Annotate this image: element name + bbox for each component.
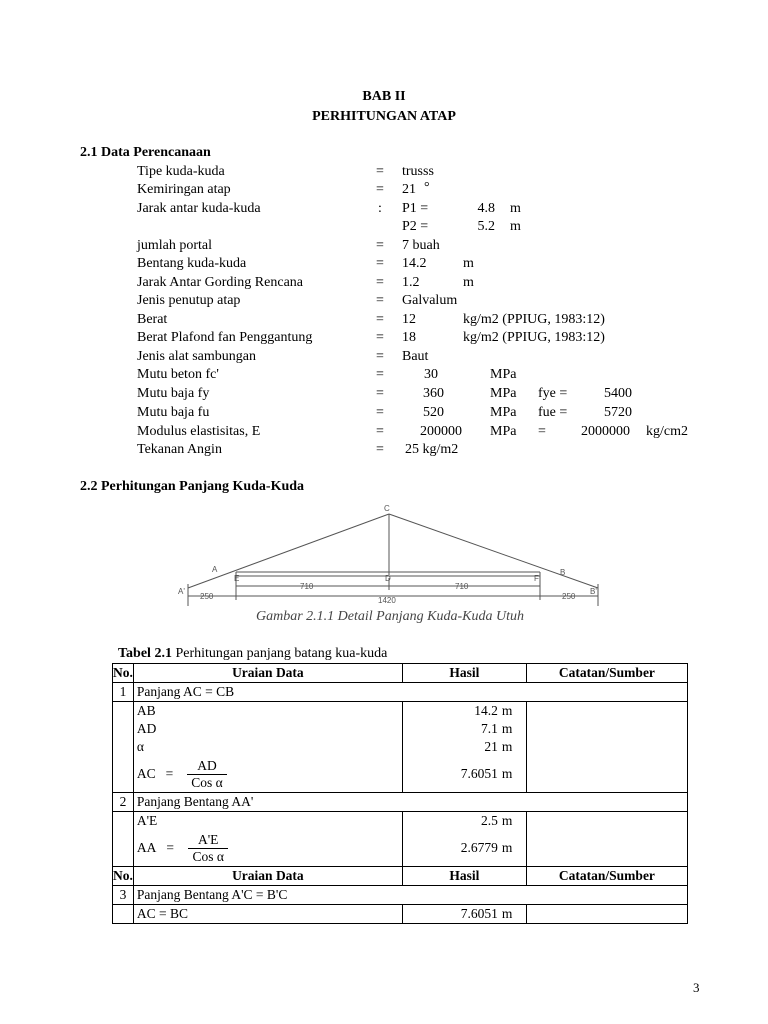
point-label-f: F [534,574,539,583]
figure-caption: Gambar 2.1.1 Detail Panjang Kuda-Kuda Utuh [256,609,524,624]
dim-label: 710 [300,582,314,591]
item-value: 7.6051 [460,906,498,921]
group-title: Panjang AC = CB [133,683,687,702]
col-header-hasil: Hasil [402,664,526,683]
table-title [118,646,387,662]
group-title: Panjang Bentang A'C = B'C [133,886,687,905]
page-number: 3 [693,980,700,995]
point-label-d: D [385,574,391,583]
param-value: Baut [402,349,429,364]
item-label: AC = BC [133,905,402,924]
item-label: AD [136,721,157,736]
param-value: 200000 [420,424,462,439]
degree-unit: ° [424,180,430,195]
param-value: 7 buah [402,238,440,253]
param-eq: = [376,182,384,197]
table-row [113,812,688,867]
param-unit: MPa [490,424,517,439]
param-unit: kg/m2 (PPIUG, 1983:12) [463,330,605,345]
param-eq: = [376,275,384,290]
item-value: 7.1 [481,721,498,736]
param-value: 360 [423,386,444,401]
param-unit: m [510,201,521,216]
uraian-cell [133,812,402,867]
panjang-batang-table [112,663,688,924]
param-unit: m [463,256,474,271]
group-no: 2 [113,793,134,812]
formula-numerator: A'E [188,832,228,849]
param-label: Jenis penutup atap [137,293,241,308]
formula-denominator: Cos α [191,774,223,790]
param-label: Mutu baja fy [137,386,210,401]
param-extra-value: 2000000 [581,424,630,439]
item-unit: m [501,813,513,828]
item-value: 21 [484,739,498,754]
param-value: P1 = [402,201,429,216]
formula-value: 2.6779 [460,840,498,855]
dim-label: 250 [562,592,576,601]
formula-aa [137,830,399,866]
chapter-title: PERHITUNGAN ATAP [312,109,456,124]
point-label-e: E [234,574,240,583]
param-value: P2 = [402,219,429,234]
formula-unit: m [501,840,513,855]
item-unit: m [501,739,513,754]
param-value: 18 [402,330,416,345]
formula-eq: = [165,766,174,781]
col-header-catatan: Catatan/Sumber [526,664,687,683]
item-value: 14.2 [474,703,498,718]
table-group-row [113,683,688,702]
col-header-uraian: Uraian Data [133,867,402,886]
param-eq: = [376,367,384,382]
group-title: Panjang Bentang AA' [133,793,687,812]
param-value: 1.2 [402,275,420,290]
truss-diagram [170,500,610,610]
param-eq: : [378,201,382,216]
item-unit: m [501,703,513,718]
table-row [113,905,688,924]
param-label: Berat [137,312,168,327]
param-eq: = [376,256,384,271]
table-group-row [113,793,688,812]
param-value: 12 [402,312,416,327]
param-eq: = [376,405,384,420]
param-value: 14.2 [402,256,427,271]
formula-fraction [187,758,227,791]
param-label: Jarak Antar Gording Rencana [137,275,303,290]
param-extra-label: = [538,424,546,439]
param-value: 30 [424,367,438,382]
section-heading-panjang-kuda-kuda: 2.2 Perhitungan Panjang Kuda-Kuda [80,479,305,494]
param-value: 21 [402,182,416,197]
hasil-cell [402,905,526,924]
param-unit: MPa [490,405,517,420]
uraian-cell [133,702,402,793]
param-value: trusss [402,164,434,179]
param-eq: = [376,164,384,179]
formula-eq: = [166,840,174,855]
table-title-text: Perhitungan panjang batang kua-kuda [171,646,388,661]
col-header-catatan: Catatan/Sumber [526,867,687,886]
table-group-row [113,886,688,905]
point-label-a: A [212,565,218,574]
point-label-b-prime: B' [590,587,597,596]
item-label: AB [136,703,156,718]
chapter-label: BAB II [362,89,406,104]
hasil-cell [402,702,526,793]
param-value: 520 [423,405,444,420]
item-unit: m [501,721,513,736]
point-label-c: C [384,504,390,513]
table-header-row [113,664,688,683]
param-extra-label: fue = [538,405,568,420]
param-extra-unit: kg/cm2 [646,424,688,439]
item-label: α [136,739,144,754]
param-label: Jenis alat sambungan [137,349,256,364]
hasil-cell [402,812,526,867]
table-row [113,702,688,793]
param-label: Berat Plafond fan Penggantung [137,330,313,345]
param-label: Tipe kuda-kuda [137,164,225,179]
param-label: jumlah portal [137,238,213,253]
param-number: 5.2 [477,219,495,234]
param-value: Galvalum [402,293,458,308]
formula-numerator: AD [187,758,227,775]
param-unit: kg/m2 (PPIUG, 1983:12) [463,312,605,327]
formula-unit: m [501,766,513,781]
catatan-cell [526,702,687,793]
param-eq: = [376,330,384,345]
param-unit: m [510,219,521,234]
param-extra-label: fye = [538,386,568,401]
param-eq: = [376,312,384,327]
param-number: 4.8 [477,201,495,216]
param-label: Tekanan Angin [137,442,222,457]
formula-denominator: Cos α [192,848,224,864]
param-label: Jarak antar kuda-kuda [137,201,261,216]
col-header-no: No. [113,664,134,683]
item-label: A'E [136,813,158,828]
param-label: Mutu baja fu [137,405,210,420]
formula-ac [137,756,399,792]
table-title-number: Tabel 2.1 [118,646,172,661]
item-unit: m [501,906,513,921]
param-label: Kemiringan atap [137,182,231,197]
col-header-uraian: Uraian Data [133,664,402,683]
param-value: 25 kg/m2 [405,442,459,457]
section-heading-data-perencanaan: 2.1 Data Perencanaan [80,145,211,160]
point-label-b: B [560,568,566,577]
catatan-cell [526,905,687,924]
param-label: Modulus elastisitas, E [137,424,261,439]
dim-label: 1420 [378,596,396,605]
param-unit: MPa [490,386,517,401]
col-header-no: No. [113,867,134,886]
param-eq: = [376,424,384,439]
col-header-hasil: Hasil [402,867,526,886]
formula-value: 7.6051 [460,766,498,781]
formula-lhs: AA [136,840,157,855]
param-eq: = [376,442,384,457]
formula-fraction [188,832,228,865]
param-extra-value: 5720 [604,405,632,420]
param-eq: = [376,386,384,401]
table-header-row [113,867,688,886]
catatan-cell [526,812,687,867]
param-eq: = [376,293,384,308]
param-label: Mutu beton fc' [137,367,219,382]
param-extra-value: 5400 [604,386,632,401]
group-no: 1 [113,683,134,702]
formula-lhs: AC [136,766,156,781]
item-value: 2.5 [481,813,498,828]
point-label-a-prime: A' [178,587,185,596]
param-eq: = [376,349,384,364]
param-unit: m [463,275,474,290]
group-no: 3 [113,886,134,905]
param-unit: MPa [490,367,517,382]
param-label: Bentang kuda-kuda [137,256,247,271]
param-eq: = [376,238,384,253]
dim-label: 250 [200,592,214,601]
dim-label: 710 [455,582,469,591]
